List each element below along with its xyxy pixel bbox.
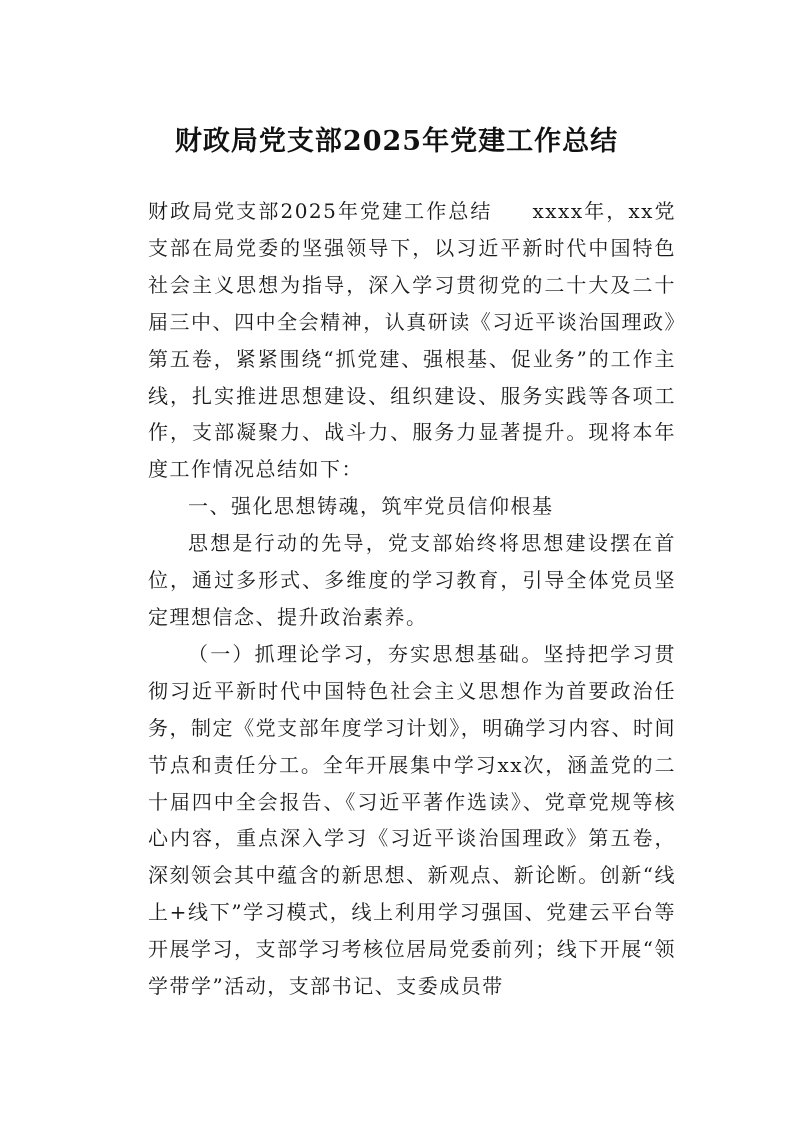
section1-heading: 一、强化思想铸魂，筑牢党员信仰根基 <box>188 494 554 519</box>
document-body <box>148 193 676 1005</box>
intro-rest-text: xxxx年，xx党支部在局党委的坚强领导下，以习近平新时代中国特色社会主义思想为指导，深入学习贯彻党的二十大及二十届三中、四中全会精神，认真研读《习近平谈治国理政》第五卷，紧紧围绕“抓党建、强根基、促业务”的工作主线，扎实推进思想建设、组织建设、服务实践等各项工作，支部凝聚力、战斗力、服务力显著提升。现将本年度工作情况总结如下： <box>148 199 676 482</box>
document-title: 财政局党支部2025年党建工作总结 <box>174 126 619 157</box>
section1-intro-paragraph: 思想是行动的先导，党支部始终将思想建设摆在首位，通过多形式、多维度的学习教育，引导全体党员坚定理想信念、提升政治素养。 <box>148 531 676 629</box>
intro-paragraph <box>148 193 676 488</box>
intro-lead-text: 财政局党支部2025年党建工作总结 <box>148 199 493 223</box>
section1-item1-paragraph: （一）抓理论学习，夯实思想基础。坚持把学习贯彻习近平新时代中国特色社会主义思想作为首要政治任务，制定《党支部年度学习计划》，明确学习内容、时间节点和责任分工。全年开展集中学习xx次，涵盖党的二十届四中全会报告、《习近平著作选读》、党章党规等核心内容，重点深入学习《习近平谈治国理政》第五卷，深刻领会其中蕴含的新思想、新观点、新论断。创新“线上+线下”学习模式，线上利用学习强国、党建云平台等开展学习，支部学习考核位居局党委前列；线下开展“领学带学”活动，支部书记、支委成员带 <box>148 641 676 999</box>
